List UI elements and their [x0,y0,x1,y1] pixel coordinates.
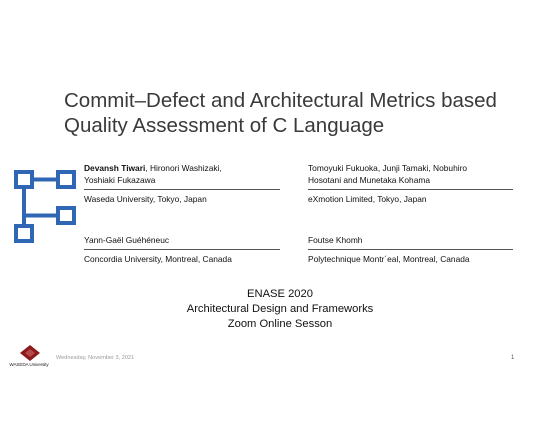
author-block-concordia [84,234,280,265]
presenting-author: Devansh Tiwari [84,163,146,173]
author-names: Yann-Gaël Guéhéneuc [84,235,170,245]
waseda-logo-icon [20,345,40,361]
author-block-waseda [84,162,280,205]
co-authors: , Hironori Washizaki, Yoshiaki Fukazawa [84,163,222,185]
page-number: 1 [511,355,515,361]
author-names: Foutse Khomh [308,235,363,245]
divider [308,189,513,190]
event-info [140,287,420,332]
affiliation: eXmotion Limited, Tokyo, Japan [308,194,427,204]
divider [84,189,280,190]
affiliation: Waseda University, Tokyo, Japan [84,194,207,204]
session-name: Architectural Design and Frameworks [186,303,374,315]
waseda-logo-text: WASEDA University [9,362,49,367]
author-names [84,162,280,186]
divider [84,249,280,250]
waseda-logo [4,343,54,373]
venue: Zoom Online Sesson [227,318,333,330]
slide-title: Commit–Defect and Architectural Metrics based Quality Assessment of C Language [64,89,497,137]
affiliation: Concordia University, Montreal, Canada [84,254,232,264]
affiliation: Polytechnique Montr´eal, Montreal, Canada [308,254,470,264]
divider [308,249,513,250]
conference-name: ENASE 2020 [247,288,313,300]
author-block-exmotion [308,162,513,205]
architecture-diagram-icon [10,168,80,244]
author-names: Tomoyuki Fukuoka, Junji Tamaki, Nobuhiro Hosotani and Munetaka Kohama [308,163,468,185]
slide-date: Wednesday, November 3, 2021 [56,355,135,361]
author-block-polytechnique [308,234,513,265]
